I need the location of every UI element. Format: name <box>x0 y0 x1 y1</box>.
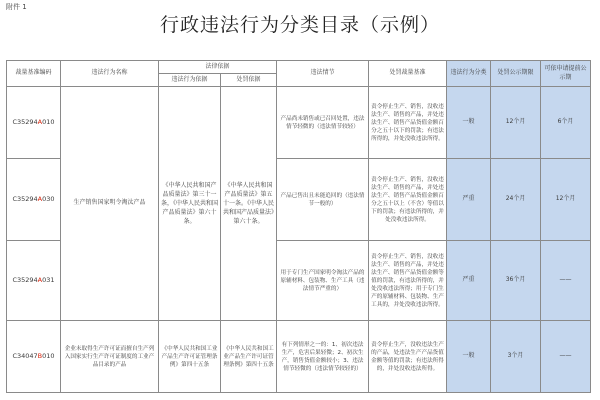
header-name: 违法行为名称 <box>61 61 159 87</box>
basis-violation: 《中华人民共和国工业产品生产许可证管理条例》第四十五条 <box>159 321 221 393</box>
circumstance: 用于专门生产国家明令淘汰产品的原辅材料、包装物、生产工具（违法情节严重的） <box>277 241 369 321</box>
basis-violation: 《中华人民共和国产品质量法》第三十一条，《中华人民共和国产品质量法》第六十条。 <box>159 87 221 321</box>
header-disclose-period: 处罚公示期限 <box>491 61 541 87</box>
code-cell: C35294A031 <box>7 241 61 321</box>
code-cell: C35294A010 <box>7 87 61 159</box>
circumstance: 有下列情形之一的：1、初次违法生产，危害后果轻微；2、初次生产，销售货值金额较小；3、违法情节轻微的（违法情节较轻的） <box>277 321 369 393</box>
disclose-period: 12个月 <box>491 87 541 159</box>
early-repair-period: —— <box>541 321 591 393</box>
circumstance: 产品已售出且未能追回的（违法情节一般的） <box>277 159 369 241</box>
page-title: 行政违法行为分类目录（示例） <box>159 14 440 36</box>
early-repair-period: —— <box>541 241 591 321</box>
violation-name: 企业未取得生产许可证而擅自生产列入国家实行生产许可证制度的工业产品目录的产品 <box>61 321 159 393</box>
classification-table <box>6 60 591 393</box>
category: 严重 <box>447 241 491 321</box>
basis-penalty: 《中华人民共和国工业产品生产许可证管理条例》第四十五条 <box>221 321 277 393</box>
penalty-standard: 责令停止生产，没收违法生产的产品，处违法生产产品货值金额等值的罚款；有违法所得的，并处没收违法所得。 <box>369 321 447 393</box>
disclose-period: 36个月 <box>491 241 541 321</box>
header-circumstance: 违法情节 <box>277 61 369 87</box>
header-standard: 处罚裁量基准 <box>369 61 447 87</box>
category: 严重 <box>447 159 491 241</box>
penalty-standard: 责令停止生产、销售，没收违法生产、销售的产品，并处违法生产、销售产品货值金额百分之五十以上（不含）等值以下的罚款；有违法所得的，并处没收违法所得。 <box>369 159 447 241</box>
header-code: 裁量基准编码 <box>7 61 61 87</box>
early-repair-period: 6个月 <box>541 87 591 159</box>
circumstance: 产品尚未销售或已召回处置，违法情节轻微的（违法情节较轻） <box>277 87 369 159</box>
violation-name: 生产销售国家明令淘汰产品 <box>61 87 159 321</box>
header-basis-group: 法律依据 <box>159 61 277 74</box>
penalty-standard: 责令停止生产、销售，没收违法生产、销售的产品，并处违法生产、销售产品货值金额百分之五十以下的罚款；有违法所得的，并处没收违法所得。 <box>369 87 447 159</box>
header-category: 违法行为分类 <box>447 61 491 87</box>
header-basis-penalty: 处罚依据 <box>221 74 277 87</box>
table-row <box>7 321 591 393</box>
early-repair-period: 12个月 <box>541 159 591 241</box>
code-cell: C34047B010 <box>7 321 61 393</box>
table-row <box>7 87 591 159</box>
disclose-period: 24个月 <box>491 159 541 241</box>
category: 一般 <box>447 321 491 393</box>
code-cell: C35294A030 <box>7 159 61 241</box>
header-basis-violation: 违法行为依据 <box>159 74 221 87</box>
category: 一般 <box>447 87 491 159</box>
attachment-label: 附件 1 <box>6 3 27 11</box>
disclose-period: 3个月 <box>491 321 541 393</box>
header-early-repair: 可依申请提前公示期 <box>541 61 591 87</box>
basis-penalty: 《中华人民共和国产品质量法》第五十一条。《中华人民共和国产品质量法》第六十条。 <box>221 87 277 321</box>
penalty-standard: 责令停止生产、销售，没收违法生产、销售的产品，并处违法生产、销售产品货值金额等值的罚款，有违法所得的，并处没收违法所得；用于专门生产的原辅材料、包装物、生产工具的，并处没收违法所得。 <box>369 241 447 321</box>
